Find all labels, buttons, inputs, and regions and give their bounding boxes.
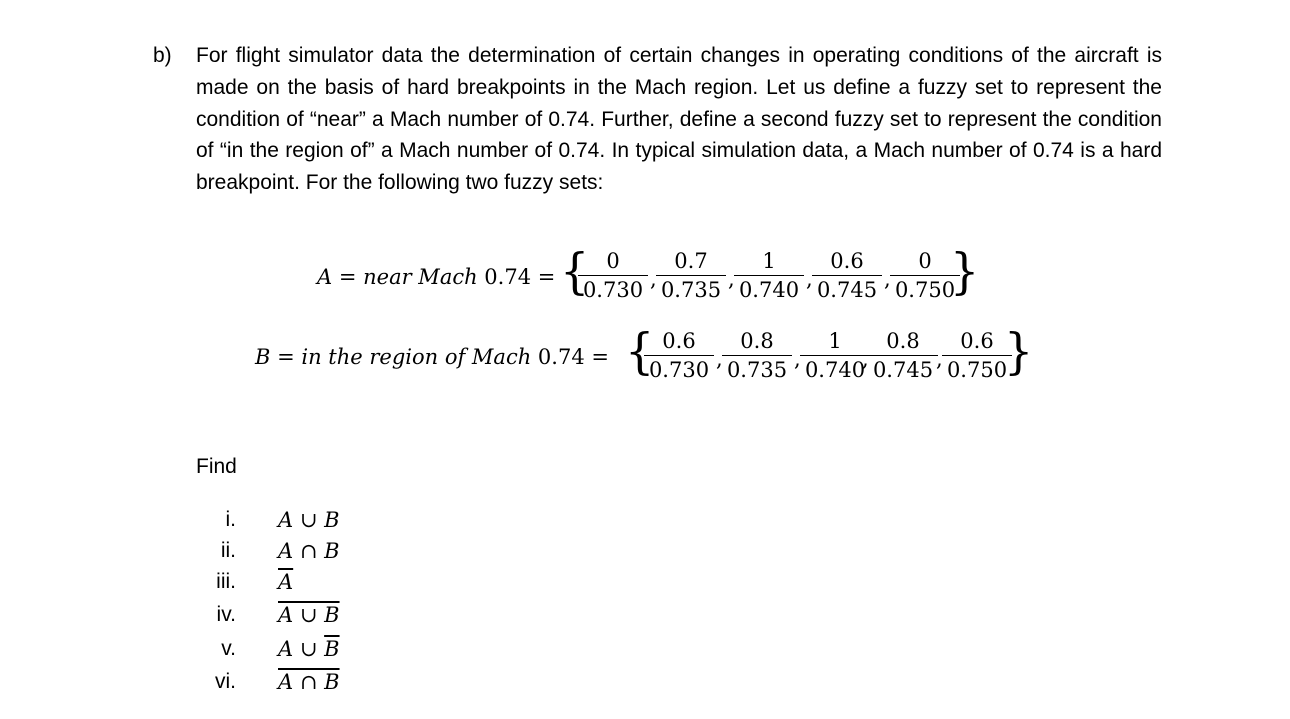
find-item-expression: A ∪ B <box>278 508 340 532</box>
find-item-numeral: iii. <box>216 570 236 593</box>
find-item-expression: $\overline{A}$ <box>278 570 294 594</box>
find-item <box>196 508 436 538</box>
find-item <box>196 570 436 600</box>
find-item-expression: A ∩ B <box>278 670 340 694</box>
find-item-expression: A ∪ B <box>278 603 340 627</box>
question-label: b) <box>153 44 172 67</box>
set-b-lhs: B = in the region of Mach 0.74 = <box>255 345 609 369</box>
find-item-expression: A ∪ $\overline{B}$ <box>278 637 340 661</box>
set-b-close-brace: } <box>1004 322 1034 380</box>
find-item <box>196 603 436 633</box>
set-b-fraction: 0.6 0.750 <box>940 327 1014 384</box>
set-b-fraction: 0.8 0.735 <box>720 327 794 384</box>
find-item-numeral: iv. <box>216 603 236 626</box>
set-a-fraction: 0.7 0.735 <box>654 247 728 304</box>
set-a-fraction: 1 0.740 <box>732 247 806 304</box>
set-a-close-brace: } <box>950 242 980 300</box>
find-item <box>196 539 436 569</box>
set-a-fraction: 0.6 0.745 <box>810 247 884 304</box>
set-a-open-brace: { <box>560 242 590 300</box>
find-item <box>196 670 436 700</box>
set-b-open-brace: { <box>625 322 655 380</box>
find-item-numeral: ii. <box>220 539 236 562</box>
find-item-numeral: v. <box>221 637 236 660</box>
set-a-fraction: 0 0.750 <box>888 247 962 304</box>
set-b-fraction: 0.6 0.730 <box>642 327 716 384</box>
find-label: Find <box>196 455 237 478</box>
find-item-expression: A ∩ B <box>278 539 340 563</box>
question-text: For flight simulator data the determination of certain changes in operating conditions of the aircraft is made on the basis of hard breakpoints in the Mach region. Let us define a fuzzy set to represent the condition of “near” a Mach number of 0.74. Further, define a second fuzzy set to represent the condition of “in the region of” a Mach number of 0.74. In typical simulation data, a Mach number of 0.74 is a hard breakpoint. For the following two fuzzy sets: <box>196 44 1162 195</box>
set-b-fraction: 1 0.740 <box>798 327 872 384</box>
set-a-lhs: A = near Mach 0.74 = <box>317 265 556 289</box>
set-b-fraction: 0.8 0.745 <box>866 327 940 384</box>
find-item <box>196 637 436 667</box>
set-a-fraction: 0 0.730 <box>576 247 650 304</box>
find-item-numeral: i. <box>225 508 236 531</box>
find-item-numeral: vi. <box>215 670 236 693</box>
